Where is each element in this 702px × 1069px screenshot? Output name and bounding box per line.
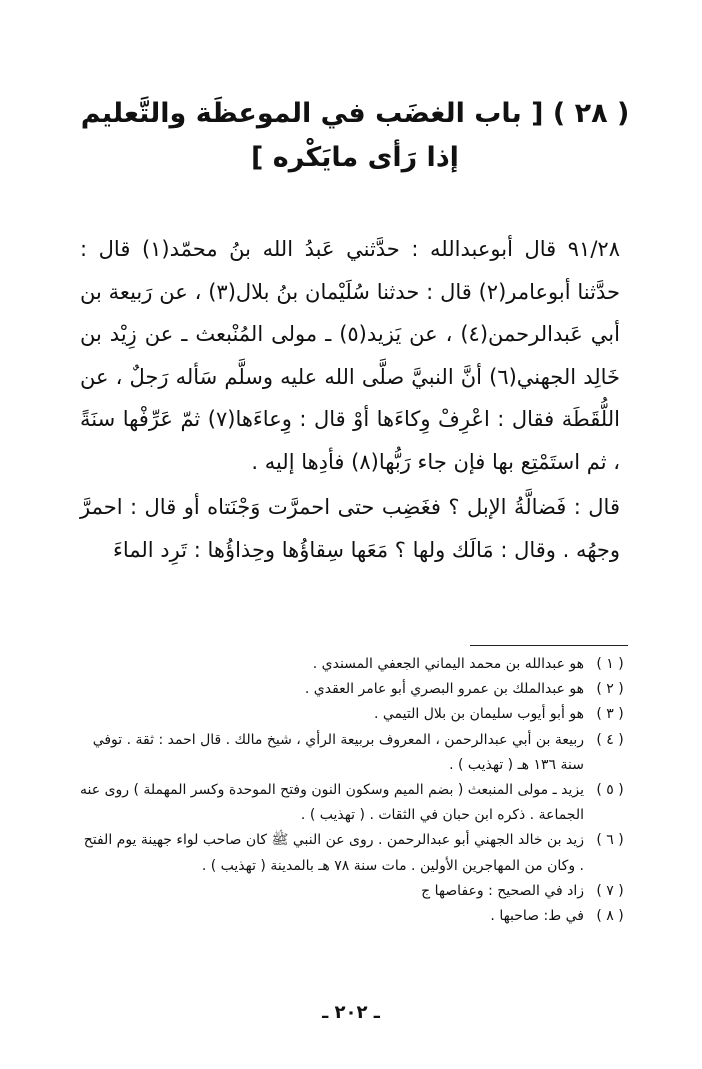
footnote-text: هو أبو أيوب سليمان بن بلال التيمي . (373, 706, 584, 723)
footnotes (80, 652, 636, 929)
footnote-text: زيد بن خالد الجهني أبو عبدالرحمن . روى عن النبي ﷺ كان صاحب لواء جهينة يوم الفتح . وكان من المهاجرين الأولين . مات سنة ٧٨ هـ بالمدينة ( تهذيب ) . (83, 832, 584, 874)
footnote-number: ( ٣ ) (596, 706, 624, 723)
footnote-text: زاد في الصحيح : وعفاصها ج (421, 882, 584, 899)
footnote-number: ( ٨ ) (596, 908, 624, 925)
footnote (80, 879, 636, 904)
footnote-number: ( ١ ) (596, 656, 624, 672)
page-number: ـ ٢٠٢ ـ (322, 1002, 380, 1023)
footnote-divider (470, 645, 628, 646)
footnote-text: في ط: صاحبها . (490, 908, 584, 925)
chapter-title: ( ٢٨ ) [ باب الغضَب في الموعظَة والتَّعليم إذا رَأى مايَكْره ] (80, 98, 630, 173)
footnote-number: ( ٤ ) (596, 731, 624, 748)
footnote (80, 828, 636, 878)
hadith-continuation-paragraph: قال : فَضالَّةُ الإبل ؟ فغَضِب حتى احمرَّت وَجْنَتاه أو قال : احمرَّ وجهُه . وقال : مَالَك ولها ؟ مَعَها سِقاؤُها وحِذاؤُها : تَرِد الماءَ (80, 495, 620, 562)
footnote (80, 702, 636, 727)
footnote-number: ( ٧ ) (596, 882, 624, 899)
footnote (80, 728, 636, 778)
footnote (80, 904, 636, 929)
footnote-text: هو عبدالملك بن عمرو البصري أبو عامر العقدي . (304, 681, 584, 698)
footnote-text: هو عبدالله بن محمد اليماني الجعفي المسندي . (312, 656, 584, 672)
footnote-number: ( ٢ ) (596, 681, 624, 698)
footnote (80, 778, 636, 828)
footnote (80, 652, 636, 677)
footnote-text: ربيعة بن أبي عبدالرحمن ، المعروف بربيعة الرأي ، شيخ مالك . قال احمد : ثقة . توفي سنة ١٣٦ هـ ( تهذيب ) . (92, 731, 584, 773)
footnote-number: ( ٥ ) (596, 782, 624, 799)
hadith-paragraph: ٩١/٢٨ قال أبوعبدالله : حدَّثني عَبدُ الله بنُ محمّد(١) قال : حدَّثنا أبوعامر(٢) قال : حدثنا سُلَيْمان بنُ بلال(٣) ، عن رَبيعة بن أبي عَبدالرحمن(٤) ، عن يَزيد(٥) ـ مولى المُنْبعث ـ عن زِيْد بن خَالِد الجهني(٦) أنَّ النبيَّ صلَّى الله عليه وسلَّم سَأله رَجلٌ ، عن اللُّقَطَة فقال : اعْرِفْ وِكاءَها أوْ قال : وِعاءَها(٧) ثمّ عَرِّفْها سنَةً ، ثم استَمْتِع بها فإن جاء رَبُّها(٨) فأدِها إليه . (80, 237, 620, 474)
footnote (80, 677, 636, 702)
footnote-text: يزيد ـ مولى المنبعث ( بضم الميم وسكون النون وفتح الموحدة وكسر المهملة ) روى عنه الجماعة . ذكره ابن حبان في الثقات . ( تهذيب ) . (80, 782, 584, 824)
footnote-number: ( ٦ ) (596, 832, 624, 849)
